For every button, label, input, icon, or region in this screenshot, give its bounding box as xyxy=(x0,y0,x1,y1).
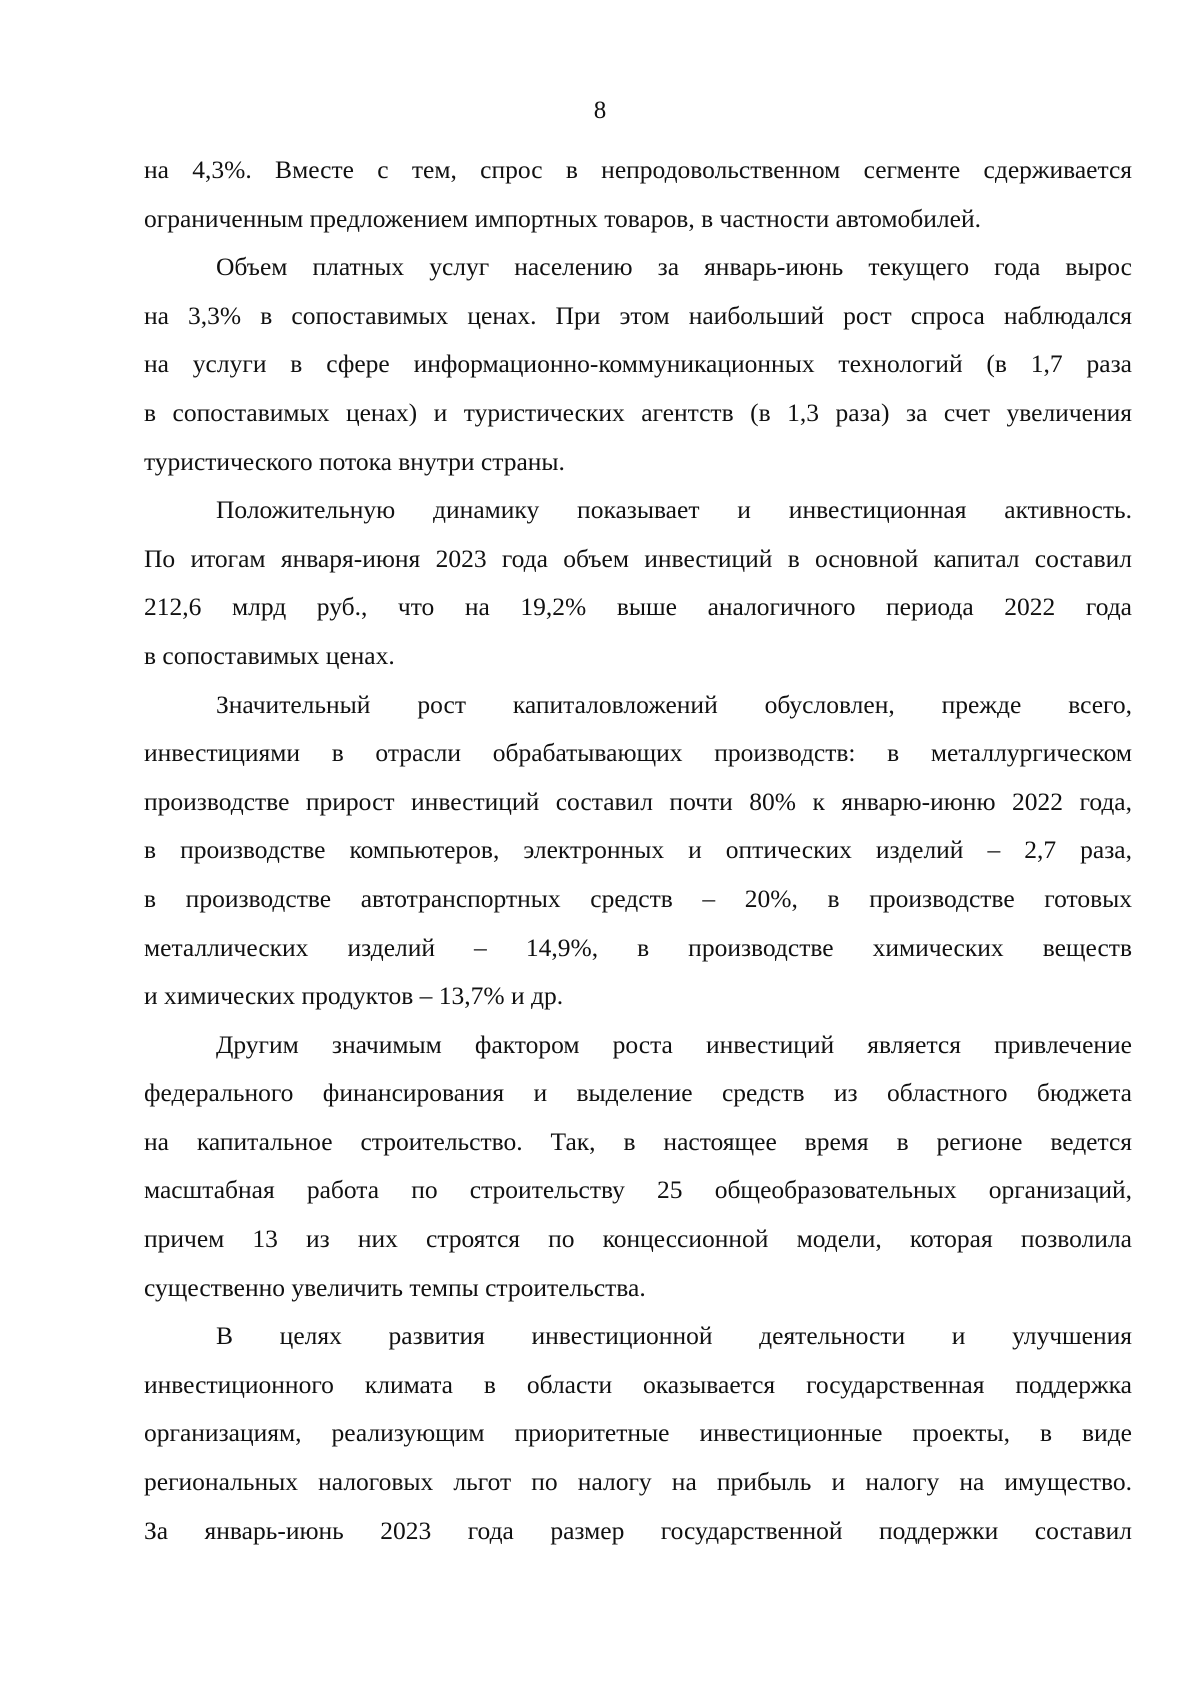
text-line: В целях развития инвестиционной деятельности и улучшения xyxy=(216,1321,1132,1351)
text-line: Положительную динамику показывает и инвестиционная активность. xyxy=(216,495,1132,525)
text-line: региональных налоговых льгот по налогу на прибыль и налогу на имущество. xyxy=(144,1467,1132,1497)
text-line: в сопоставимых ценах. xyxy=(144,640,395,670)
text-line: на услуги в сфере информационно-коммуникационных технологий (в 1,7 раза xyxy=(144,349,1132,379)
text-line: металлических изделий – 14,9%, в производстве химических веществ xyxy=(144,932,1132,962)
text-line: инвестициями в отрасли обрабатывающих производств: в металлургическом xyxy=(144,738,1132,768)
text-line: на 4,3%. Вместе с тем, спрос в непродовольственном сегменте сдерживается xyxy=(144,155,1132,184)
text-line: на капитальное строительство. Так, в настоящее время в регионе ведется xyxy=(144,1126,1132,1156)
paragraph xyxy=(144,1312,1132,1555)
text-line: Другим значимым фактором роста инвестиций является привлечение xyxy=(216,1029,1132,1059)
text-line: в производстве компьютеров, электронных и оптических изделий – 2,7 раза, xyxy=(144,835,1132,865)
text-line: инвестиционного климата в области оказывается государственная поддержка xyxy=(144,1369,1132,1399)
page-number: 8 xyxy=(593,97,607,124)
text-line: на 3,3% в сопоставимых ценах. При этом наибольший рост спроса наблюдался xyxy=(144,300,1132,330)
text-line: Объем платных услуг населению за январь-июнь текущего года вырос xyxy=(216,252,1132,282)
text-line: федерального финансирования и выделение средств из областного бюджета xyxy=(144,1078,1132,1108)
text-line: За январь-июнь 2023 года размер государственной поддержки составил xyxy=(144,1515,1132,1545)
text-line: туристического потока внутри страны. xyxy=(144,446,565,476)
text-line: По итогам января-июня 2023 года объем инвестиций в основной капитал составил xyxy=(144,543,1132,573)
text-line: существенно увеличить темпы строительства. xyxy=(144,1272,646,1302)
paragraph xyxy=(144,486,1132,680)
text-line: Значительный рост капиталовложений обусловлен, прежде всего, xyxy=(216,689,1132,719)
text-line: 212,6 млрд руб., что на 19,2% выше аналогичного периода 2022 года xyxy=(144,592,1132,622)
text-line: ограниченным предложением импортных товаров, в частности автомобилей. xyxy=(144,203,981,233)
paragraph xyxy=(144,243,1132,486)
text-line: в производстве автотранспортных средств – 20%, в производстве готовых xyxy=(144,883,1132,913)
text-line: в сопоставимых ценах) и туристических агентств (в 1,3 раза) за счет увеличения xyxy=(144,397,1132,427)
paragraph xyxy=(144,146,1132,243)
text-line: масштабная работа по строительству 25 общеобразовательных организаций, xyxy=(144,1175,1132,1205)
body-text xyxy=(144,146,1132,1555)
text-line: производстве прирост инвестиций составил почти 80% к январю-июню 2022 года, xyxy=(144,786,1132,816)
paragraph xyxy=(144,681,1132,1021)
paragraph xyxy=(144,1021,1132,1313)
text-line: причем 13 из них строятся по концессионной модели, которая позволила xyxy=(144,1224,1132,1254)
text-line: и химических продуктов – 13,7% и др. xyxy=(144,981,564,1011)
text-line: организациям, реализующим приоритетные инвестиционные проекты, в виде xyxy=(144,1418,1132,1448)
